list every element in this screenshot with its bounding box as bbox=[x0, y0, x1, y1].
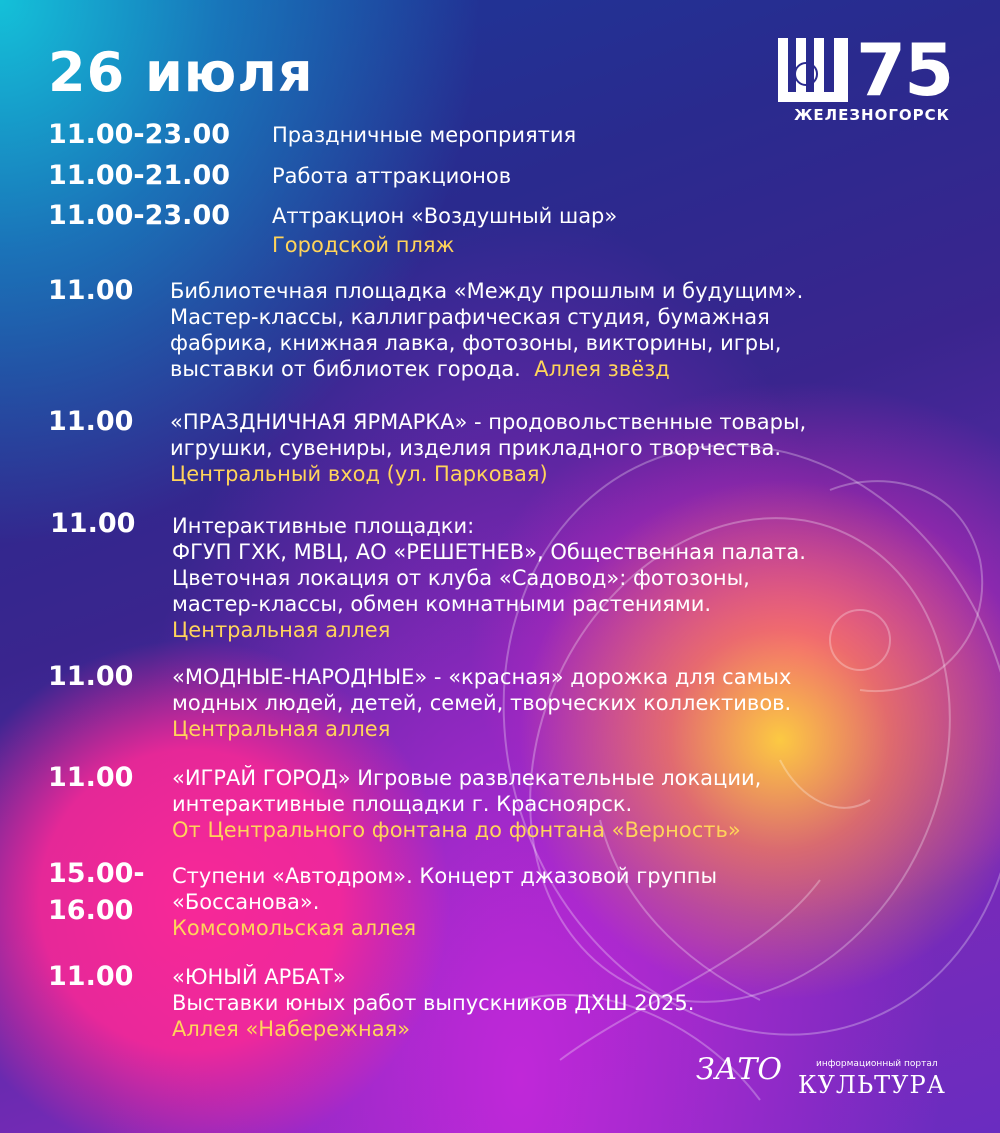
event-time: 11.00 bbox=[50, 508, 136, 539]
event-line: модных людей, детей, семей, творческих коллективов. bbox=[172, 691, 792, 715]
event-desc bbox=[170, 278, 970, 382]
event-line: «МОДНЫЕ-НАРОДНЫЕ» - «красная» дорожка для самых bbox=[172, 665, 792, 689]
schedule-time: 11.00-23.00 bbox=[48, 119, 231, 150]
logo-city: ЖЕЛЕЗНОГОРСК bbox=[794, 106, 950, 124]
footer-zato: ЗАТО bbox=[696, 1052, 783, 1087]
footer-brand-name: КУЛЬТУРА bbox=[798, 1071, 946, 1099]
schedule-desc: Работа аттракционов bbox=[272, 164, 512, 188]
event-line: «ИГРАЙ ГОРОД» Игровые развлекательные локации, bbox=[172, 766, 762, 790]
event-line: фабрика, книжная лавка, фотозоны, викторины, игры, bbox=[170, 331, 782, 355]
event-line: «ЮНЫЙ АРБАТ» bbox=[172, 965, 346, 989]
event-line: выставки от библиотек города. Аллея звёзд bbox=[170, 357, 670, 381]
logo-number: 75 bbox=[856, 28, 953, 112]
event-desc bbox=[172, 863, 972, 941]
schedule-time: 11.00-21.00 bbox=[48, 160, 231, 191]
event-line: Ступени «Автодром». Концерт джазовой группы bbox=[172, 864, 718, 888]
event-desc bbox=[172, 964, 972, 1042]
event-desc bbox=[172, 513, 972, 643]
event-line: Библиотечная площадка «Между прошлым и будущим». bbox=[170, 279, 804, 303]
event-time-end: 16.00 bbox=[48, 895, 134, 926]
event-line: «Боссанова». bbox=[172, 890, 320, 914]
event-time: 11.00 bbox=[48, 275, 134, 306]
event-location: Аллея звёзд bbox=[534, 357, 670, 381]
schedule-time: 11.00-23.00 bbox=[48, 200, 231, 231]
event-line: игрушки, сувениры, изделия прикладного творчества. bbox=[170, 436, 782, 460]
event-desc bbox=[170, 409, 970, 487]
event-line: Мастер-классы, каллиграфическая студия, бумажная bbox=[170, 305, 770, 329]
event-line: мастер-классы, обмен комнатными растениями. bbox=[172, 592, 712, 616]
event-line: ФГУП ГХК, МВЦ, АО «РЕШЕТНЕВ», Общественная палата. bbox=[172, 540, 806, 564]
event-line: интерактивные площадки г. Красноярск. bbox=[172, 792, 633, 816]
event-time: 11.00 bbox=[48, 406, 134, 437]
event-desc bbox=[172, 765, 972, 843]
schedule-location: Городской пляж bbox=[272, 233, 455, 257]
event-time: 15.00- bbox=[48, 858, 145, 889]
event-location: Центральный вход (ул. Парковая) bbox=[170, 462, 548, 486]
logo bbox=[776, 28, 966, 124]
footer-portal: информационный портал bbox=[816, 1059, 938, 1069]
schedule-desc: Праздничные мероприятия bbox=[272, 123, 577, 147]
schedule-desc: Аттракцион «Воздушный шар» bbox=[272, 204, 618, 228]
shield-icon bbox=[776, 36, 854, 106]
event-line: Выставки юных работ выпускников ДХШ 2025. bbox=[172, 991, 695, 1015]
event-desc bbox=[172, 664, 972, 742]
event-location: Центральная аллея bbox=[172, 618, 391, 642]
event-time: 11.00 bbox=[48, 961, 134, 992]
event-line: Интерактивные площадки: bbox=[172, 514, 475, 538]
event-time: 11.00 bbox=[48, 762, 134, 793]
event-line: Цветочная локация от клуба «Садовод»: фотозоны, bbox=[172, 566, 750, 590]
event-location: Центральная аллея bbox=[172, 717, 391, 741]
event-time: 11.00 bbox=[48, 661, 134, 692]
page-title: 26 июля bbox=[48, 41, 314, 104]
event-location: Комсомольская аллея bbox=[172, 916, 417, 940]
footer-brand bbox=[694, 1052, 964, 1104]
event-line: «ПРАЗДНИЧНАЯ ЯРМАРКА» - продовольственные товары, bbox=[170, 410, 807, 434]
event-location: От Центрального фонтана до фонтана «Верность» bbox=[172, 818, 741, 842]
event-location: Аллея «Набережная» bbox=[172, 1017, 411, 1041]
